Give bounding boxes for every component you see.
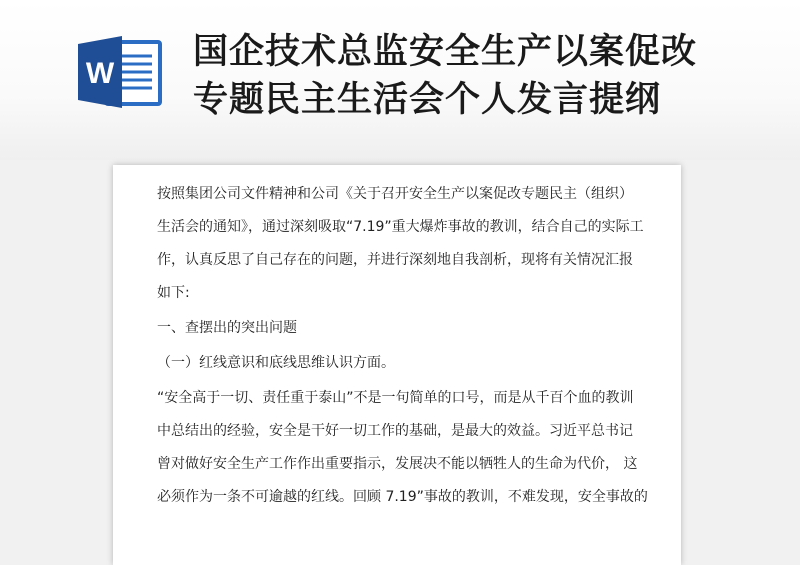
section-heading: 一、查摆出的突出问题 [157,320,297,336]
header-banner [0,0,800,160]
document-line: 如下: [157,285,190,301]
page-title-line-2: 专题民主生活会个人发言提纲 [193,80,662,120]
document-line: 作，认真反思了自己存在的问题，并进行深刻地自我剖析，现将有关情况汇报 [157,252,633,268]
word-letter-w: W [85,57,115,90]
document-line: “安全高于一切、责任重于泰山”不是一句简单的口号，而是从千百个血的教训 [157,390,634,406]
document-line: 曾对做好安全生产工作作出重要指示，发展决不能以牺牲人的生命为代价， 这 [157,456,638,472]
document-page [113,165,681,565]
document-body [157,185,647,521]
word-document-icon [76,32,164,112]
document-line: 按照集团公司文件精神和公司《关于召开安全生产以案促改专题民主（组织） [157,186,633,202]
document-line: 生活会的通知》，通过深刻吸取“7.19”重大爆炸事故的教训，结合自己的实际工 [157,219,644,235]
page-title-line-1: 国企技术总监安全生产以案促改 [193,32,698,72]
document-line: 必须作为一条不可逾越的红线。回顾 7.19”事故的教训，不难发现，安全事故的 [157,489,648,505]
subsection-heading: （一）红线意识和底线思维认识方面。 [157,355,395,371]
document-line: 中总结出的经验，安全是干好一切工作的基础，是最大的效益。习近平总书记 [157,423,633,439]
